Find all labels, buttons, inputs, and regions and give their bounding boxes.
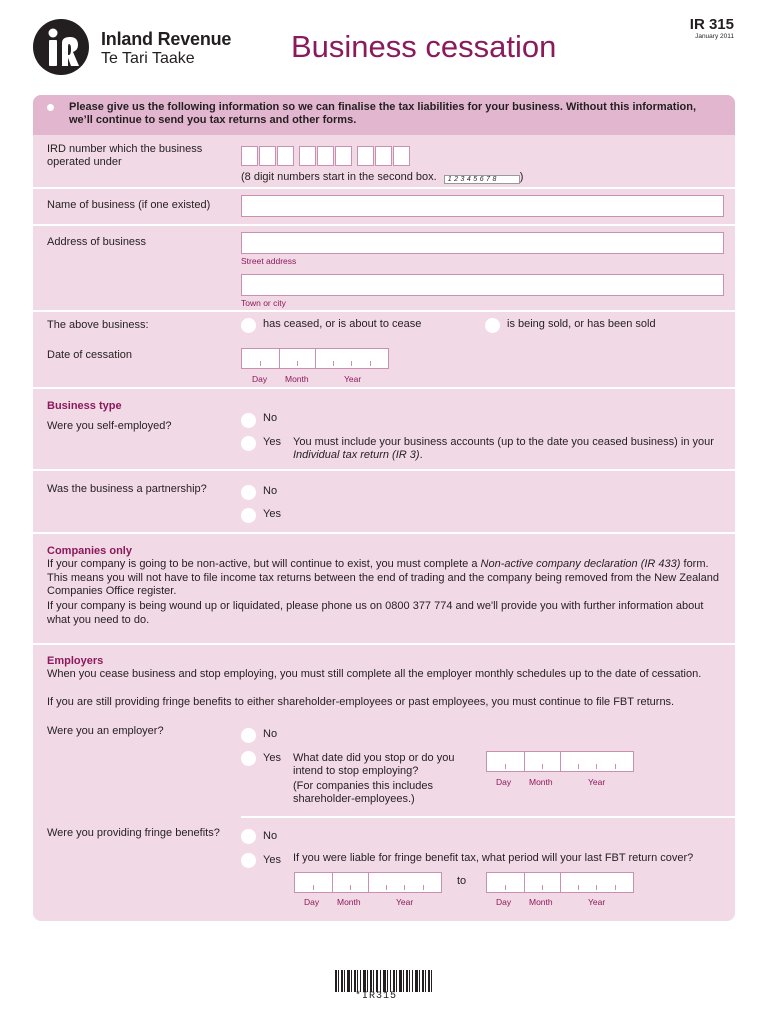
day-caption: Day <box>252 374 268 384</box>
fringe-benefits-question: Were you providing fringe benefits? <box>47 827 220 839</box>
status-label: The above business: <box>47 319 149 331</box>
partnership-no-radio[interactable] <box>241 485 256 500</box>
ird-label: IRD number which the business operated under <box>47 143 203 168</box>
no-label: No <box>263 830 278 842</box>
sold-option-label: is being sold, or has been sold <box>507 318 656 330</box>
org-name: Inland Revenue <box>101 29 232 49</box>
divider <box>33 469 735 471</box>
month-caption: Month <box>337 897 361 907</box>
fbt-period-question: If you were liable for fringe benefit tax, what period will your last FBT return cover? <box>293 852 694 864</box>
partnership-question: Was the business a partnership? <box>47 483 207 495</box>
fringe-no-radio[interactable] <box>241 829 256 844</box>
no-label: No <box>263 485 278 497</box>
town-city-field[interactable] <box>241 274 724 296</box>
form-panel <box>33 95 735 921</box>
cessation-date-label: Date of cessation <box>47 349 132 361</box>
business-name-field[interactable] <box>241 195 724 217</box>
bullet-icon <box>47 104 54 111</box>
companies-heading: Companies only <box>47 545 132 557</box>
day-caption: Day <box>496 897 512 907</box>
cessation-date-field[interactable] <box>241 348 389 369</box>
employers-paragraph-1: When you cease business and stop employing, you must still complete all the employer monthly schedules up to the date of cessation. <box>47 668 702 680</box>
intro-text: Please give us the following information so we can finalise the tax liabilities for your business. Without this information, we’ll continue to send you tax returns and other forms. <box>69 101 696 126</box>
self-employed-note <box>293 436 723 462</box>
stop-employing-question: What date did you stop or do you intend to stop employing? <box>293 752 455 777</box>
month-caption: Month <box>529 777 553 787</box>
para-text: If your company is going to be non-active, but will continue to exist, you must complete a <box>47 558 481 570</box>
divider <box>33 310 735 312</box>
street-address-caption: Street address <box>241 256 297 266</box>
year-caption: Year <box>344 374 362 384</box>
ird-number-boxes[interactable] <box>241 146 415 166</box>
street-address-field[interactable] <box>241 232 724 254</box>
year-caption: Year <box>588 777 606 787</box>
divider <box>33 532 735 534</box>
yes-label: Yes <box>263 508 281 520</box>
companies-paragraph-1 <box>47 558 723 599</box>
yes-label: Yes <box>263 854 281 866</box>
business-name-label: Name of business (if one existed) <box>47 199 211 211</box>
address-label: Address of business <box>47 236 147 248</box>
month-caption: Month <box>285 374 309 384</box>
divider <box>33 643 735 645</box>
note-text: You must include your business accounts (up to the date you ceased business) in your <box>293 436 714 448</box>
month-caption: Month <box>529 897 553 907</box>
fbt-period-from-field[interactable] <box>294 872 442 893</box>
stop-employing-date-field[interactable] <box>486 751 634 772</box>
divider <box>33 387 735 389</box>
day-caption: Day <box>304 897 320 907</box>
divider <box>241 816 735 818</box>
barcode-icon <box>335 970 432 992</box>
yes-label: Yes <box>263 752 281 764</box>
to-label: to <box>457 875 467 887</box>
note-end: . <box>419 449 423 461</box>
business-type-heading: Business type <box>47 400 122 412</box>
employers-paragraph-2: If you are still providing fringe benefits to either shareholder-employees or past employees, you must continue to file FBT returns. <box>47 696 675 708</box>
town-city-caption: Town or city <box>241 298 286 308</box>
employers-heading: Employers <box>47 655 104 667</box>
year-caption: Year <box>588 897 606 907</box>
self-employed-no-radio[interactable] <box>241 413 256 428</box>
self-employed-yes-radio[interactable] <box>241 436 256 451</box>
ir433-form-name: Non-active company declaration (IR 433) <box>480 558 681 570</box>
divider <box>33 187 735 189</box>
no-label: No <box>263 412 278 424</box>
self-employed-question: Were you self-employed? <box>47 420 172 432</box>
yes-label: Yes <box>263 436 281 448</box>
page-title: Business cessation <box>291 29 557 64</box>
employer-question: Were you an employer? <box>47 725 164 737</box>
stop-employing-note: (For companies this includes shareholder-employees.) <box>293 780 434 805</box>
employer-yes-radio[interactable] <box>241 751 256 766</box>
no-label: No <box>263 728 278 740</box>
ird-note-suffix: ) <box>519 171 524 183</box>
ceased-radio[interactable] <box>241 318 256 333</box>
year-caption: Year <box>396 897 414 907</box>
inland-revenue-logo-icon <box>33 19 89 75</box>
form-date: January 2011 <box>695 33 734 40</box>
form-code: IR 315 <box>689 16 734 33</box>
ceased-option-label: has ceased, or is about to cease <box>263 318 422 330</box>
ird-note-prefix: (8 digit numbers start in the second box. <box>241 171 437 183</box>
org-maori-name: Te Tari Taake <box>101 50 195 67</box>
para-text: form. This means you will not have to file income tax returns between the end of trading and the company being removed from the New Zealand Companies Office register. <box>47 558 719 597</box>
ir3-form-name: Individual tax return (IR 3) <box>293 449 420 461</box>
day-caption: Day <box>496 777 512 787</box>
partnership-yes-radio[interactable] <box>241 508 256 523</box>
employer-no-radio[interactable] <box>241 728 256 743</box>
barcode-text: *IR315 <box>355 991 398 1002</box>
divider <box>33 224 735 226</box>
ird-example: 12345678 <box>444 175 520 184</box>
companies-paragraph-2: If your company is being wound up or liquidated, please phone us on 0800 377 774 and we'll provide you with further information about what you need to do. <box>47 600 704 626</box>
fringe-yes-radio[interactable] <box>241 853 256 868</box>
intro-band <box>33 95 735 135</box>
fbt-period-to-field[interactable] <box>486 872 634 893</box>
ird-note <box>241 171 523 184</box>
sold-radio[interactable] <box>485 318 500 333</box>
